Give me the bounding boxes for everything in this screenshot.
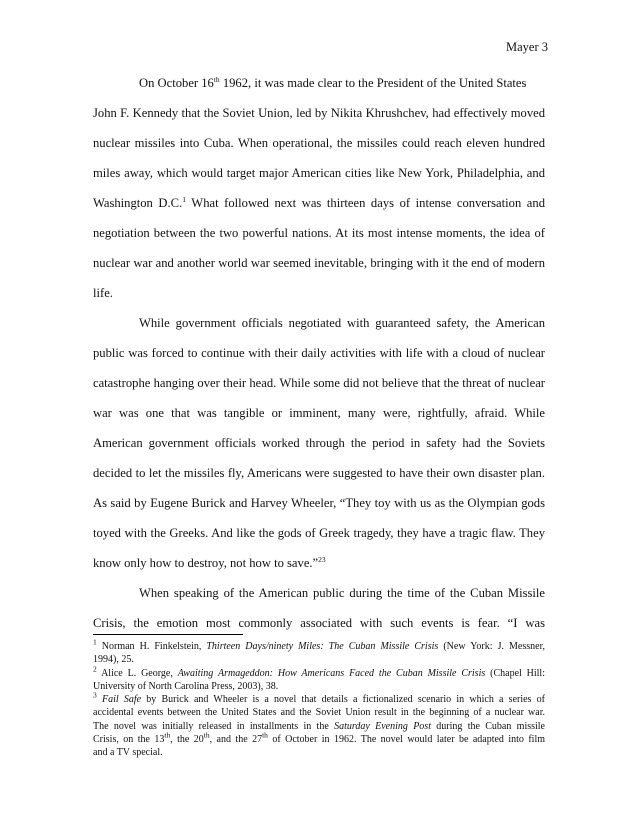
- paragraph-line: catastrophe hanging over their head. While some did not believe that the threat of nuclear: [93, 376, 545, 390]
- paragraph-line: As said by Eugene Burick and Harvey Wheeler, “They toy with us as the Olympian gods: [93, 496, 545, 510]
- paragraph-line: war was one that was tangible or imminent, many were, rightfully, afraid. While: [93, 406, 545, 420]
- footnote-1: $^1$ Norman H. Finkelstein, Thirteen Days/ninety Miles: The Cuban Missile Crisis (New York: J. Messner,: [93, 637, 545, 652]
- footnotes: [93, 637, 546, 760]
- footnote-3-cont: and a TV special.: [93, 747, 163, 759]
- footnote-2-cont: University of North Carolina Press, 2003), 38.: [93, 680, 279, 692]
- footnote-1-cont: 1994), 25.: [93, 654, 134, 666]
- paragraph-line: public was forced to continue with their daily activities with life with a cloud of nuclear: [93, 346, 545, 360]
- paragraph-line: know only how to destroy, not how to save.”$^{23}$: [93, 554, 326, 570]
- footnote-3: $^3$ Fail Safe by Burick and Wheeler is a novel that details a fictionalized scenario in which a series of: [93, 690, 545, 706]
- paragraph-line: On October 16th 1962, it was made clear to the President of the United States: [139, 74, 527, 90]
- paragraph-line: life.: [93, 286, 113, 300]
- page-header: Mayer 3: [506, 40, 548, 54]
- paragraph-line: John F. Kennedy that the Soviet Union, led by Nikita Khrushchev, had effectively moved: [93, 106, 545, 120]
- paragraph-line: American government officials worked through the period in safety had the Soviets: [93, 436, 545, 450]
- paragraph-line: nuclear war and another world war seemed inevitable, bringing with it the end of modern: [93, 256, 545, 270]
- body-text: [93, 68, 545, 638]
- paragraph-line: negotiation between the two powerful nations. At its most intense moments, the idea of: [93, 226, 545, 240]
- footnote-3-cont: accidental events between the United States and the Soviet Union result in the beginning of a nuclear war.: [93, 707, 545, 719]
- paragraph-line: Washington D.C.$^1$ What followed next was thirteen days of intense conversation and: [93, 194, 545, 210]
- footnote-3-cont: Crisis, on the 13th, the 20th, and the 27th of October in 1962. The novel would later be adapted into film: [93, 730, 546, 746]
- footnote-3-cont: The novel was initially released in installments in the Saturday Evening Post during the Cuban missile: [93, 720, 545, 732]
- paragraph-line: nuclear missiles into Cuba. When operational, the missiles could reach eleven hundred: [93, 136, 545, 150]
- paragraph-line: Crisis, the emotion most commonly associated with such events is fear. “I was: [93, 616, 545, 630]
- paragraph-line: While government officials negotiated with guaranteed safety, the American: [139, 316, 545, 330]
- paragraph-line: toyed with the Greeks. And like the gods of Greek tragedy, they have a tragic flaw. They: [93, 526, 545, 540]
- paragraph-line: miles away, which would target major American cities like New York, Philadelphia, and: [93, 166, 545, 180]
- paragraph-line: decided to let the missiles fly, Americans were suggested to have their own disaster plan.: [93, 466, 545, 480]
- footnote-2: $^2$ Alice L. George, Awaiting Armageddon: How Americans Faced the Cuban Missile Crisis (Chapel Hill:: [93, 664, 545, 679]
- paragraph-line: When speaking of the American public during the time of the Cuban Missile: [139, 586, 545, 600]
- footnote-separator: [93, 634, 243, 635]
